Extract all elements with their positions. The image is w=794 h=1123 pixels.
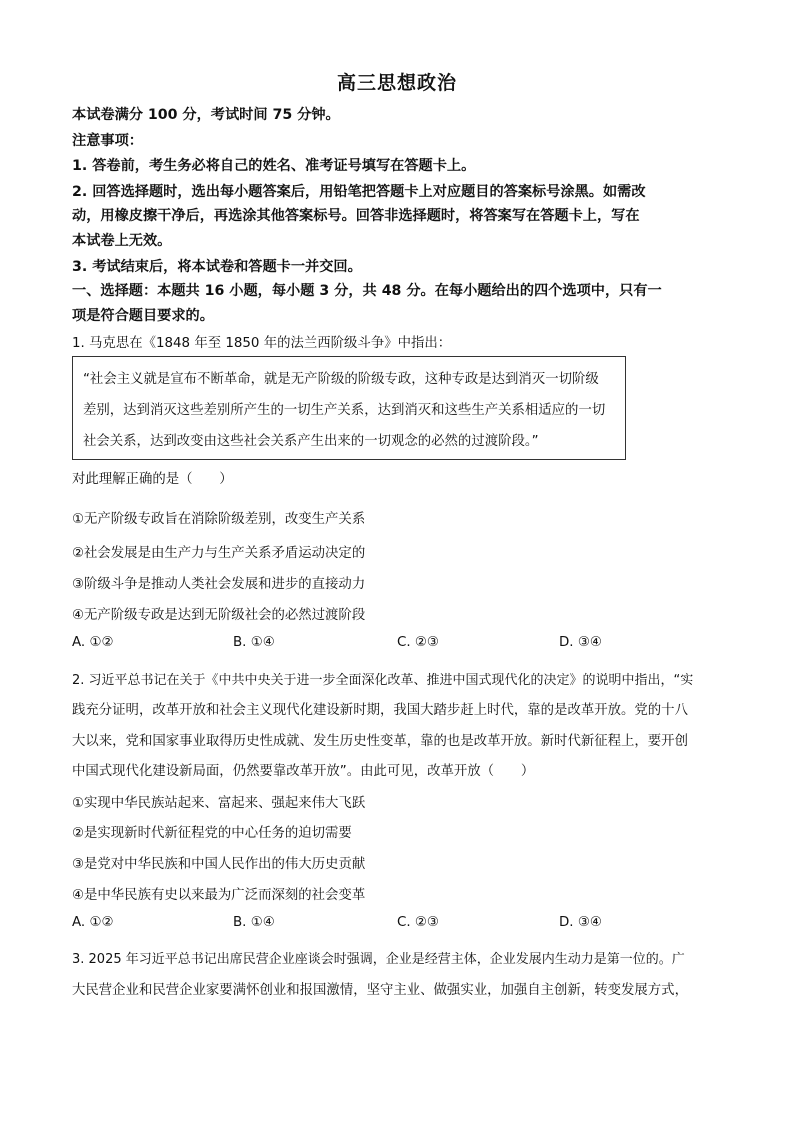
q1-quote-line-3: 社会关系，达到改变由这些社会关系产生出来的一切观念的必然的过渡阶段。”: [83, 434, 539, 449]
q2-option-d[interactable]: D. ③④: [559, 915, 602, 930]
q1-statement-4: ④无产阶级专政是达到无阶级社会的必然过渡阶段: [72, 608, 366, 623]
q2-stem-line-4: 中国式现代化建设新局面，仍然要靠改革开放”。由此可见，改革开放（ ）: [72, 764, 535, 779]
section-heading-line-2: 项是符合题目要求的。: [72, 308, 214, 324]
section-heading-line-1: 一、选择题：本题共 16 小题，每小题 3 分，共 48 分。在每小题给出的四个选项中，只有一: [72, 283, 662, 299]
q1-statement-1: ①无产阶级专政旨在消除阶级差别，改变生产关系: [72, 512, 366, 527]
q1-option-a[interactable]: A. ①②: [72, 635, 114, 650]
q2-statement-3: ③是党对中华民族和中国人民作出的伟大历史贡献: [72, 857, 366, 872]
q2-stem-line-1: 2. 习近平总书记在关于《中共中央关于进一步全面深化改革、推进中国式现代化的决定》的说明中指出，“实: [72, 673, 694, 688]
q2-option-b[interactable]: B. ①④: [233, 915, 275, 930]
q1-quote-line-1: “社会主义就是宣布不断革命，就是无产阶级的阶级专政，这种专政是达到消灭一切阶级: [83, 372, 599, 387]
q1-option-b[interactable]: B. ①④: [233, 635, 275, 650]
q1-ask: 对此理解正确的是（ ）: [72, 472, 233, 487]
q2-option-a[interactable]: A. ①②: [72, 915, 114, 930]
q1-statement-2: ②社会发展是由生产力与生产关系矛盾运动决定的: [72, 546, 366, 561]
notice-item-1: 1. 答卷前，考生务必将自己的姓名、准考证号填写在答题卡上。: [72, 158, 476, 174]
q3-stem-line-1: 3. 2025 年习近平总书记出席民营企业座谈会时强调，企业是经营主体，企业发展内生动力是第一位的。广: [72, 952, 685, 967]
page-title: 高三思想政治: [336, 72, 457, 94]
notice-item-3: 3. 考试结束后，将本试卷和答题卡一并交回。: [72, 259, 362, 275]
q2-statement-4: ④是中华民族有史以来最为广泛而深刻的社会变革: [72, 888, 366, 903]
exam-info: 本试卷满分 100 分，考试时间 75 分钟。: [72, 107, 340, 123]
notice-item-2-line-1: 2. 回答选择题时，选出每小题答案后，用铅笔把答题卡上对应题目的答案标号涂黑。如需改: [72, 184, 646, 200]
q3-stem-line-2: 大民营企业和民营企业家要满怀创业和报国激情，坚守主业、做强实业，加强自主创新，转变发展方式，: [72, 983, 688, 998]
q2-statement-1: ①实现中华民族站起来、富起来、强起来伟大飞跃: [72, 796, 366, 811]
q1-option-d[interactable]: D. ③④: [559, 635, 602, 650]
q2-stem-line-3: 大以来，党和国家事业取得历史性成就、发生历史性变革，靠的也是改革开放。新时代新征程上，要开创: [72, 734, 688, 749]
q1-option-c[interactable]: C. ②③: [397, 635, 439, 650]
notice-heading: 注意事项：: [72, 133, 143, 149]
q1-statement-3: ③阶级斗争是推动人类社会发展和进步的直接动力: [72, 577, 366, 592]
q2-option-c[interactable]: C. ②③: [397, 915, 439, 930]
q2-statement-2: ②是实现新时代新征程党的中心任务的迫切需要: [72, 826, 352, 841]
q1-stem: 1. 马克思在《1848 年至 1850 年的法兰西阶级斗争》中指出：: [72, 336, 452, 351]
q2-stem-line-2: 践充分证明，改革开放和社会主义现代化建设新时期，我国大踏步赶上时代，靠的是改革开放。党的十八: [72, 703, 688, 718]
q1-quote-box: [72, 356, 626, 460]
notice-item-2-line-3: 本试卷上无效。: [72, 233, 172, 249]
notice-item-2-line-2: 动，用橡皮擦干净后，再选涂其他答案标号。回答非选择题时，将答案写在答题卡上，写在: [72, 208, 640, 224]
q1-quote-line-2: 差别，达到消灭这些差别所产生的一切生产关系，达到消灭和这些生产关系相适应的一切: [83, 403, 606, 418]
